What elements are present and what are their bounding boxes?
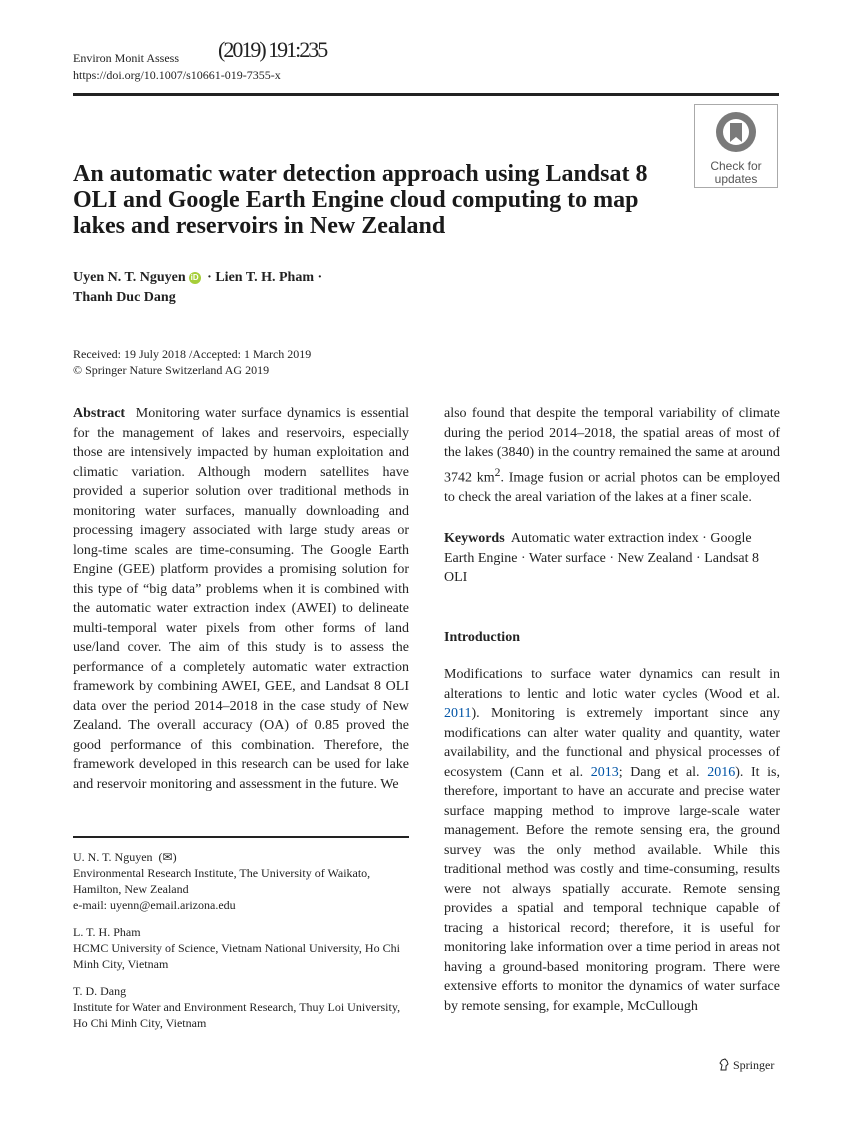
abstract-text: Monitoring water surface dynamics is essential for the management of lakes and reservoirs, especially those are intensively impacted by human exploitation and climatic variation. Although modern satellites have provided a superior solution over traditional methods in monitoring water surfaces, manually downloading and processing imagery associated with large study areas or long-time scales are time-consuming. The Google Earth Engine (GEE) platform provides a promising solution for this type of “big data” problems when it is combined with the automatic water extraction index (AWEI) to delineate multi-temporal water pixels from other forms of land use/land cover. The aim of this study is to assess the performance of a completely automatic water extraction framework by combining AWEI, GEE, and Landsat 8 OLI data over the period 2014–2018 in the case study of New Zealand. The overall accuracy (OA) of 0.85 proved the good performance of this combination. Therefore, the framework developed in this research can be used for lake and reservoir monitoring and assessment in the future. We [73, 406, 409, 792]
intro-text: ). It is, therefore, important to have an accurate and precise water surface mapping method to improve large-scale water management. Before the remote sensing era, the ground survey was the only method available. While this traditional method was costly and time-consuming, results were not always spatially accurate. Remote sensing provides a spatial and temporal technique capable of tracing a historical record; therefore, it is useful for monitoring lake information over a time period in areas not having a ground-based monitoring program. There were extensive efforts to monitor the dynamics of water surface by remote sensing, for example, McCullough [444, 764, 780, 1014]
received-accepted: Received: 19 July 2018 /Accepted: 1 March 2019 [73, 347, 312, 361]
paper-title: An automatic water detection approach using Landsat 8 OLI and Google Earth Engine cloud computing to map lakes and reservoirs in New Zealand [73, 161, 648, 239]
badge-line2: updates [714, 172, 758, 186]
check-for-updates-badge[interactable] [694, 104, 778, 188]
introduction-heading: Introduction [444, 629, 520, 645]
intro-text: ). Monitoring is extremely important since any modifications can alter water quality and quantity, water availability, and the functional and physical processes of ecosystem (Cann et al. [444, 706, 780, 780]
citation-link[interactable]: 2011 [444, 706, 472, 722]
journal-name: Environ Monit Assess [73, 51, 180, 65]
citation-link[interactable]: 2016 [707, 764, 736, 780]
check-updates-icon [715, 111, 757, 153]
footnote-rule [73, 836, 409, 838]
abstract-continued-text: also found that despite the temporal variability of climate during the period 2014–2018, the spatial areas of most of the lakes (3840) in the country remained the same at around 3742 km [444, 406, 780, 486]
publisher-name: Springer [733, 1058, 775, 1072]
affiliation-address: Institute for Water and Environment Research, Thuy Loi University, Ho Chi Minh City, Vietnam [73, 1000, 401, 1030]
affiliation-2 [73, 924, 409, 972]
affiliations [73, 849, 409, 1042]
affiliation-name: T. D. Dang [73, 984, 127, 998]
springer-horse-icon [718, 1058, 730, 1071]
orcid-icon[interactable]: iD [190, 273, 199, 282]
abstract-continued [444, 404, 780, 507]
affiliation-3 [73, 983, 409, 1031]
page-reference [218, 37, 327, 62]
abstract [73, 404, 409, 794]
publisher-logo [718, 1058, 774, 1073]
affiliation-name: U. N. T. Nguyen [73, 850, 153, 864]
affiliation-address: HCMC University of Science, Vietnam National University, Ho Chi Minh City, Vietnam [73, 941, 400, 971]
author-1[interactable]: Uyen N. T. Nguyen [73, 270, 186, 285]
superscript: 2 [494, 465, 501, 479]
keywords-label: Keywords [444, 531, 505, 547]
keywords [444, 529, 780, 588]
introduction-paragraph [444, 665, 780, 1016]
citation-link[interactable]: 2013 [590, 764, 619, 780]
copyright: © Springer Nature Switzerland AG 2019 [73, 363, 270, 377]
right-column [444, 404, 780, 1016]
affiliation-name: L. T. H. Pham [73, 925, 141, 939]
author-2[interactable]: · Lien T. H. Pham · [203, 270, 323, 285]
author-3[interactable]: Thanh Duc Dang [73, 290, 176, 305]
left-column [73, 404, 409, 794]
intro-text: Modifications to surface water dynamics can result in alterations to lentic and lotic water cycles (Wood et al. [444, 667, 780, 702]
article-dates [73, 346, 311, 378]
affiliation-address: Environmental Research Institute, The University of Waikato, Hamilton, New Zealand [73, 866, 371, 896]
badge-line1: Check for [710, 159, 762, 173]
affiliation-email[interactable]: e-mail: uyenn@email.arizona.edu [73, 898, 236, 912]
abstract-label: Abstract [73, 406, 126, 421]
abstract-continued-end: . Image fusion or acrial photos can be employed to check the areal variation of the lakes at a finer scale. [444, 470, 780, 505]
envelope-icon: (✉) [158, 850, 177, 864]
author-list [73, 268, 473, 308]
page-reference-line1: (2019) 191:235 [218, 37, 327, 62]
doi-link[interactable]: https://doi.org/10.1007/s10661-019-7355-x [73, 68, 281, 82]
keywords-text: Automatic water extraction index · Google Earth Engine · Water surface · New Zealand · Landsat 8 OLI [444, 531, 760, 586]
intro-text: ; Dang et al. [618, 764, 708, 780]
header-rule [73, 93, 779, 96]
affiliation-1 [73, 849, 409, 913]
